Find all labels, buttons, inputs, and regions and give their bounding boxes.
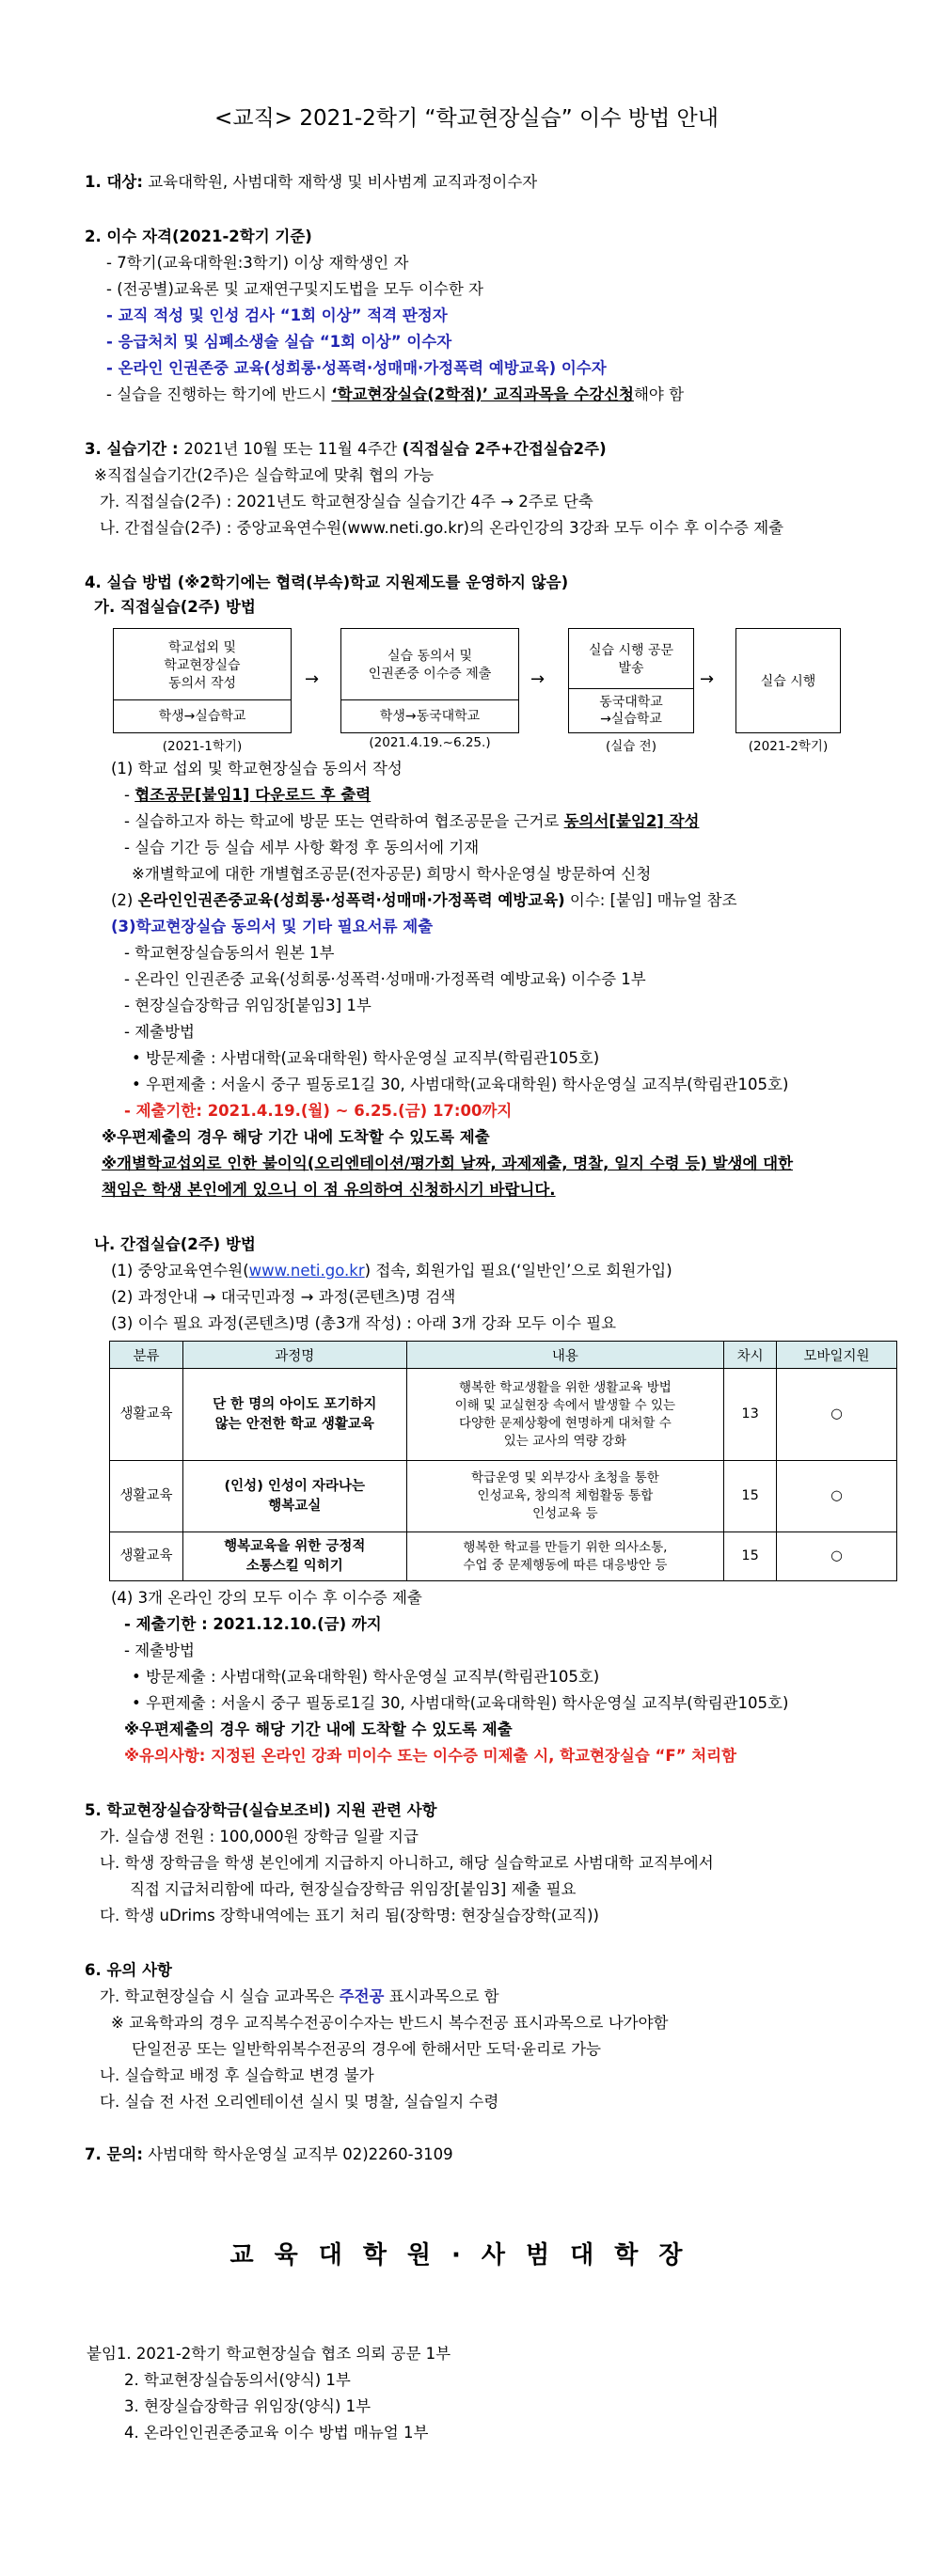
direct-step-2 bbox=[111, 889, 737, 912]
cell-course: 행복교육을 위한 긍정적 소통스킬 익히기 bbox=[182, 1532, 406, 1581]
section-7-text: 사범대학 학사운영실 교직부 02)2260-3109 bbox=[142, 2145, 453, 2163]
section-4-sub-a: 가. 직접실습(2주) 방법 bbox=[94, 598, 256, 616]
indirect-step-4b: - 제출방법 bbox=[124, 1641, 195, 1659]
flow-step-3-actor: 동국대학교 →실습학교 bbox=[569, 688, 693, 732]
table-row bbox=[110, 1369, 897, 1461]
direct-step-3g: - 제출기한: 2021.4.19.(월) ~ 6.25.(금) 17:00까지 bbox=[124, 1102, 513, 1120]
course-table bbox=[109, 1341, 897, 1581]
qualification-6-pre: - 실습을 진행하는 학기에 반드시 bbox=[106, 385, 332, 403]
indirect-step-3: (3) 이수 필요 과정(콘텐츠)명 (총3개 작성) : 아래 3개 강좌 모두 이수 필요 bbox=[111, 1314, 617, 1332]
table-row bbox=[110, 1461, 897, 1532]
indirect-step-4f: ※유의사항: 지정된 온라인 강좌 미이수 또는 이수증 미제출 시, 학교현장실습 “F” 처리함 bbox=[124, 1747, 737, 1765]
course-table-header bbox=[110, 1342, 897, 1369]
direct-step-1c: - 실습 기간 등 실습 세부 사항 확정 후 동의서에 기재 bbox=[124, 839, 480, 856]
attachment-3: 3. 현장실습장학금 위임장(양식) 1부 bbox=[124, 2397, 372, 2415]
flow-step-2-actor: 학생→동국대학교 bbox=[341, 699, 518, 732]
flow-step-2-caption: (2021.4.19.~6.25.) bbox=[369, 735, 491, 750]
section-3-head-dates: 2021년 10월 또는 11월 4주간 bbox=[183, 440, 403, 458]
direct-step-2-post: 이수: [붙임] 매뉴얼 참조 bbox=[564, 891, 737, 909]
flow-step-1-actor: 학생→실습학교 bbox=[114, 699, 291, 732]
cell-sessions: 13 bbox=[724, 1369, 777, 1461]
qualification-6-post: 해야 함 bbox=[633, 385, 685, 403]
section-2-head: 2. 이수 자격(2021-2학기 기준) bbox=[85, 228, 312, 245]
flow-arrow-1: → bbox=[305, 669, 320, 689]
section-5-b2: 직접 지급처리함에 따라, 현장실습장학금 위임장[붙임3] 제출 필요 bbox=[130, 1880, 577, 1898]
flow-step-4-title: 실습 시행 bbox=[760, 673, 816, 689]
flow-step-3 bbox=[568, 628, 694, 733]
col-header-course: 과정명 bbox=[182, 1342, 406, 1369]
direct-step-3e: • 방문제출 : 사범대학(교육대학원) 학사운영실 교직부(학림관105호) bbox=[132, 1049, 600, 1067]
qualification-5: - 온라인 인권존중 교육(성희롱·성폭력·성매매·가정폭력 예방교육) 이수자 bbox=[106, 359, 607, 377]
section-3-a: 가. 직접실습(2주) : 2021년도 학교현장실습 실습기간 4주 → 2주로 단축 bbox=[100, 493, 593, 510]
cell-sessions: 15 bbox=[724, 1461, 777, 1532]
flow-arrow-3: → bbox=[700, 669, 715, 689]
cell-content: 학급운영 및 외부강사 초청을 통한 인성교육, 창의적 체험활동 통합 인성교육 등 bbox=[406, 1461, 724, 1532]
direct-step-3f: • 우편제출 : 서울시 중구 필동로1길 30, 사범대학(교육대학원) 학사운영실 교직부(학림관105호) bbox=[132, 1076, 789, 1093]
qualification-3: - 교직 적성 및 인성 검사 “1회 이상” 적격 판정자 bbox=[106, 306, 448, 324]
section-7 bbox=[85, 2144, 453, 2166]
attachment-4: 4. 온라인인권존중교육 이수 방법 매뉴얼 1부 bbox=[124, 2424, 429, 2442]
section-6-c: 다. 실습 전 사전 오리엔테이션 실시 및 명찰, 실습일지 수령 bbox=[100, 2093, 499, 2111]
section-6-a-post: 표시과목으로 함 bbox=[384, 1987, 499, 2005]
attachment-2: 2. 학교현장실습동의서(양식) 1부 bbox=[124, 2371, 351, 2389]
section-6-a-major: 주전공 bbox=[339, 1987, 385, 2005]
direct-step-2-bold: 온라인인권존중교육(성희롱·성폭력·성매매·가정폭력 예방교육) bbox=[137, 891, 565, 909]
flow-step-1-title: 학교섭외 및 학교현장실습 동의서 작성 bbox=[164, 639, 241, 691]
section-3-b: 나. 간접실습(2주) : 중앙교육연수원(www.neti.go.kr)의 온라인강의 3강좌 모두 이수 후 이수증 제출 bbox=[100, 519, 784, 537]
col-header-sessions: 차시 bbox=[724, 1342, 777, 1369]
indirect-step-4e: ※우편제출의 경우 해당 기간 내에 도착할 수 있도록 제출 bbox=[124, 1720, 513, 1738]
qualification-4: - 응급처치 및 심폐소생술 실습 “1회 이상” 이수자 bbox=[106, 333, 452, 351]
indirect-step-1-post: ) 접속, 회원가입 필요(‘일반인’으로 회원가입) bbox=[364, 1262, 672, 1280]
indirect-step-4d: • 우편제출 : 서울시 중구 필동로1길 30, 사범대학(교육대학원) 학사운영실 교직부(학림관105호) bbox=[132, 1694, 789, 1712]
direct-step-1a bbox=[124, 784, 371, 807]
direct-step-1b-underline: 동의서[붙임2] 작성 bbox=[563, 812, 700, 830]
indirect-step-1-pre: (1) 중앙교육연수원( bbox=[111, 1262, 249, 1280]
section-5-b1: 나. 학생 장학금을 학생 본인에게 지급하지 아니하고, 해당 실습학교로 사범대학 교직부에서 bbox=[100, 1854, 714, 1872]
indirect-step-1 bbox=[111, 1260, 672, 1282]
cell-mobile: ○ bbox=[777, 1532, 897, 1581]
col-header-category: 분류 bbox=[110, 1342, 183, 1369]
section-6-a-pre: 가. 학교현장실습 시 실습 교과목은 bbox=[100, 1987, 340, 2005]
direct-note-1: ※우편제출의 경우 해당 기간 내에 도착할 수 있도록 제출 bbox=[102, 1128, 490, 1146]
section-5-a: 가. 실습생 전원 : 100,000원 장학금 일괄 지급 bbox=[100, 1828, 419, 1846]
direct-step-1a-dash: - bbox=[124, 786, 135, 804]
cell-category: 생활교육 bbox=[110, 1461, 183, 1532]
direct-step-1a-text: 협조공문[붙임1] 다운로드 후 출력 bbox=[134, 786, 372, 804]
cell-mobile: ○ bbox=[777, 1461, 897, 1532]
flow-step-3-caption: (실습 전) bbox=[606, 739, 656, 754]
neti-link[interactable]: www.neti.go.kr bbox=[248, 1262, 365, 1280]
indirect-step-4c: • 방문제출 : 사범대학(교육대학원) 학사운영실 교직부(학림관105호) bbox=[132, 1668, 600, 1686]
cell-category: 생활교육 bbox=[110, 1532, 183, 1581]
section-3-head-label: 3. 실습기간 : bbox=[85, 440, 184, 458]
flow-step-4-caption: (2021-2학기) bbox=[748, 739, 829, 754]
cell-content: 행복한 학교생활을 위한 생활교육 방법 이해 및 교실현장 속에서 발생할 수 있는 다양한 문제상황에 현명하게 대처할 수 있는 교사의 역량 강화 bbox=[406, 1369, 724, 1461]
flow-step-1-caption: (2021-1학기) bbox=[162, 739, 243, 754]
section-3-head bbox=[85, 438, 607, 461]
section-4-sub-b: 나. 간접실습(2주) 방법 bbox=[94, 1235, 256, 1253]
section-7-head: 7. 문의: bbox=[85, 2145, 143, 2163]
direct-step-3d: - 제출방법 bbox=[124, 1023, 195, 1041]
section-1-head: 1. 대상: bbox=[85, 173, 143, 191]
section-6-b: 나. 실습학교 배정 후 실습학교 변경 불가 bbox=[100, 2066, 374, 2084]
table-row bbox=[110, 1532, 897, 1581]
flow-arrow-2: → bbox=[530, 669, 546, 689]
section-6-note-1: ※ 교육학과의 경우 교직복수전공이수자는 반드시 복수전공 표시과목으로 나가야함 bbox=[111, 2014, 669, 2032]
flow-step-1 bbox=[113, 628, 292, 733]
section-4-head: 4. 실습 방법 (※2학기에는 협력(부속)학교 지원제도를 운영하지 않음) bbox=[85, 573, 569, 591]
col-header-mobile: 모바일지원 bbox=[777, 1342, 897, 1369]
indirect-step-4: (4) 3개 온라인 강의 모두 이수 후 이수증 제출 bbox=[111, 1589, 422, 1607]
signature: 교육대학원·사범대학장 bbox=[229, 2241, 704, 2270]
flow-step-4 bbox=[735, 628, 841, 733]
section-3-note: ※직접실습기간(2주)은 실습학교에 맞춰 협의 가능 bbox=[94, 466, 435, 484]
direct-note-2b: 책임은 학생 본인에게 있으니 이 점 유의하여 신청하시기 바랍니다. bbox=[102, 1181, 556, 1199]
section-3-head-detail: (직접실습 2주+간접실습2주) bbox=[402, 440, 607, 458]
qualification-2: - (전공별)교육론 및 교재연구및지도법을 모두 이수한 자 bbox=[106, 280, 483, 298]
cell-course: 단 한 명의 아이도 포기하지 않는 안전한 학교 생활교육 bbox=[182, 1369, 406, 1461]
direct-note-2a: ※개별학교섭외로 인한 불이익(오리엔테이션/평가회 날짜, 과제제출, 명찰, 일지 수령 등) 발생에 대한 bbox=[102, 1154, 794, 1172]
flow-step-2-title: 실습 동의서 및 인권존중 이수증 제출 bbox=[368, 649, 492, 682]
section-6-note-2: 단일전공 또는 일반학위복수전공의 경우에 한해서만 도덕·윤리로 가능 bbox=[132, 2040, 601, 2058]
direct-step-1d: ※개별학교에 대한 개별협조공문(전자공문) 희망시 학사운영실 방문하여 신청 bbox=[132, 865, 652, 883]
section-1 bbox=[85, 171, 537, 194]
direct-step-3c: - 현장실습장학금 위임장[붙임3] 1부 bbox=[124, 997, 372, 1014]
cell-sessions: 15 bbox=[724, 1532, 777, 1581]
direct-step-3b: - 온라인 인권존중 교육(성희롱·성폭력·성매매·가정폭력 예방교육) 이수증 1부 bbox=[124, 970, 646, 988]
section-6-a bbox=[100, 1986, 499, 2008]
flow-step-3-title: 실습 시행 공문 발송 bbox=[588, 643, 674, 676]
cell-category: 생활교육 bbox=[110, 1369, 183, 1461]
flow-step-2 bbox=[340, 628, 519, 733]
direct-step-2-pre: (2) bbox=[111, 891, 138, 909]
col-header-content: 내용 bbox=[406, 1342, 724, 1369]
attachment-1: 붙임1. 2021-2학기 학교현장실습 협조 의뢰 공문 1부 bbox=[87, 2345, 451, 2363]
direct-step-1: (1) 학교 섭외 및 학교현장실습 동의서 작성 bbox=[111, 760, 403, 778]
section-6-head: 6. 유의 사항 bbox=[85, 1961, 172, 1979]
section-5-c: 다. 학생 uDrims 장학내역에는 표기 처리 됨(장학명: 현장실습장학(교직)) bbox=[100, 1907, 599, 1924]
cell-course: (인성) 인성이 자라나는 행복교실 bbox=[182, 1461, 406, 1532]
direct-step-1b-pre: - 실습하고자 하는 학교에 방문 또는 연락하여 협조공문을 근거로 bbox=[124, 812, 564, 830]
qualification-1: - 7학기(교육대학원:3학기) 이상 재학생인 자 bbox=[106, 254, 409, 272]
direct-step-3: (3)학교현장실습 동의서 및 기타 필요서류 제출 bbox=[111, 918, 434, 935]
page-title: <교직> 2021-2학기 “학교현장실습” 이수 방법 안내 bbox=[214, 106, 719, 131]
indirect-step-2: (2) 과정안내 → 대국민과정 → 과정(콘텐츠)명 검색 bbox=[111, 1288, 456, 1306]
cell-mobile: ○ bbox=[777, 1369, 897, 1461]
qualification-6-underline: ‘학교현장실습(2학점)’ 교직과목을 수강신청 bbox=[331, 385, 634, 403]
section-5-head: 5. 학교현장실습장학금(실습보조비) 지원 관련 사항 bbox=[85, 1801, 437, 1819]
cell-content: 행복한 학교를 만들기 위한 의사소통, 수업 중 문제행동에 따른 대응방안 등 bbox=[406, 1532, 724, 1581]
qualification-6 bbox=[106, 384, 684, 406]
direct-step-3a: - 학교현장실습동의서 원본 1부 bbox=[124, 944, 335, 962]
indirect-step-4a: - 제출기한 : 2021.12.10.(금) 까지 bbox=[124, 1615, 382, 1633]
direct-step-1b bbox=[124, 810, 699, 833]
section-1-text: 교육대학원, 사범대학 재학생 및 비사범계 교직과정이수자 bbox=[142, 173, 538, 191]
